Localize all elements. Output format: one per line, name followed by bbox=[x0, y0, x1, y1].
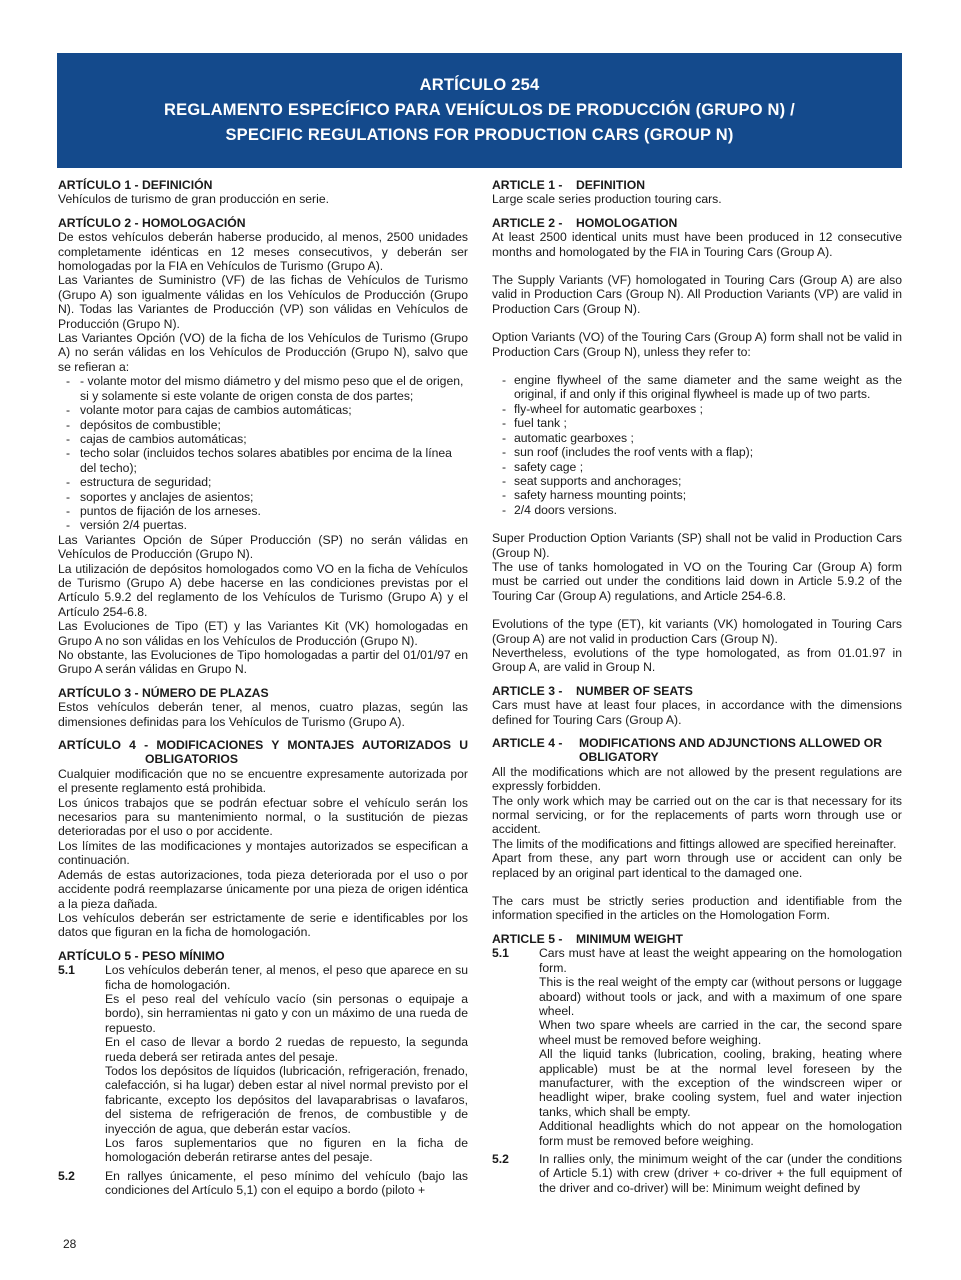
clause-para: Los faros suplementarios que no figuren en la ficha de homologación deberán retirarse antes del pesaje. bbox=[105, 1136, 468, 1165]
list-item: - - volante motor del mismo diámetro y del mismo peso que el de origen, si y solamente si este volante de origen consta de dos partes; bbox=[58, 374, 468, 403]
clause-para: When two spare wheels are carried in the car, the second spare wheel must be removed before weighing. bbox=[539, 1018, 902, 1047]
list-item: - techo solar (incluidos techos solares abatibles por encima de la línea del techo); bbox=[58, 446, 468, 475]
clause-number: 5.1 bbox=[492, 946, 509, 961]
clause-para: Additional headlights which do not appear on the homologation form must be removed before weighing. bbox=[539, 1119, 902, 1148]
banner-article-number: ARTÍCULO 254 bbox=[419, 76, 540, 94]
es-article1-heading: ARTÍCULO 1 - DEFINICIÓN bbox=[58, 178, 213, 192]
en-article2-para: Option Variants (VO) of the Touring Cars (Group A) form shall not be valid in Production Cars (Group N), unless they refer to: bbox=[492, 330, 902, 359]
en-article2-heading: ARTICLE 2 - HOMOLOGATION bbox=[492, 215, 678, 230]
list-item: - seat supports and anchorages; bbox=[492, 474, 902, 488]
es-article2-para: Las Variantes Opción de Súper Producción (SP) no serán válidas en Vehículos de Producción (Grupo N). bbox=[58, 532, 468, 562]
title-banner bbox=[57, 53, 902, 168]
es-article2-para: La utilización de depósitos homologados como VO en la ficha de Vehículos de Turismo (Grupo A) debe hacerse en las condiciones previstas por el Artículo 5.9.2 del reglamento de los Vehículos de Turismo (Grupo A) y el Artículo 254-6.8. bbox=[58, 561, 468, 619]
en-article1-text: Large scale series production touring cars. bbox=[492, 192, 722, 207]
es-article4-heading: ARTÍCULO 4 - MODIFICACIONES Y MONTAJES AUTORIZADOS U OBLIGATORIOS bbox=[58, 738, 468, 767]
en-article5-heading: ARTICLE 5 - MINIMUM WEIGHT bbox=[492, 931, 683, 946]
english-column bbox=[492, 178, 902, 1195]
es-article2-para: No obstante, las Evoluciones de Tipo homologadas a partir del 01/01/97 en Grupo A serán válidas en Grupo N. bbox=[58, 648, 468, 677]
es-article2-para: Las Variantes de Suministro (VF) de las fichas de Vehículos de Turismo (Grupo A) son igualmente válidas en los Vehículos de Producción (Grupo N). Todas las Variantes de Producción (VP) son válidas en Vehículos de Producción (Grupo N). bbox=[58, 273, 468, 331]
spanish-column bbox=[58, 178, 468, 1198]
es-article2-heading: ARTÍCULO 2 - HOMOLOGACIÓN bbox=[58, 215, 246, 230]
clause-para: Los vehículos deberán tener, al menos, el peso que aparece en su ficha de homologación. bbox=[105, 963, 468, 992]
list-item: - engine flywheel of the same diameter and the same weight as the original, if and only if this original flywheel is made up of two parts. bbox=[492, 373, 902, 402]
banner-title-es: REGLAMENTO ESPECÍFICO PARA VEHÍCULOS DE PRODUCCIÓN (GRUPO N) / bbox=[164, 101, 795, 119]
en-article3-heading: ARTICLE 3 - NUMBER OF SEATS bbox=[492, 683, 693, 698]
es-clause-5-2 bbox=[58, 1169, 468, 1198]
list-item: - versión 2/4 puertas. bbox=[58, 518, 468, 532]
list-item: - cajas de cambios automáticas; bbox=[58, 432, 468, 446]
page-number: 28 bbox=[63, 1237, 77, 1251]
list-item: - volante motor para cajas de cambios automáticas; bbox=[58, 403, 468, 417]
es-article2-para: Las Variantes Opción (VO) de la ficha de los Vehículos de Turismo (Grupo A) no serán válidas en los Vehículos de Producción (Grupo N), salvo que se refieran a: bbox=[58, 331, 468, 374]
list-item: - sun roof (includes the roof vents with a flap); bbox=[492, 445, 902, 459]
es-article4-para: Los límites de las modificaciones y montajes autorizados se especifican a continuación. bbox=[58, 838, 468, 868]
en-article2-para: The use of tanks homologated in VO on the Touring Car (Group A) form must be carried out under the conditions laid down in Article 5.9.2 of the Touring Car (Group A) regulations, and Article 254-6.8. bbox=[492, 559, 902, 603]
clause-para: En el caso de llevar a bordo 2 ruedas de repuesto, la segunda rueda deberá ser retirada antes del pesaje. bbox=[105, 1035, 468, 1064]
clause-body: En rallyes únicamente, el peso mínimo del vehículo (bajo las condiciones del Artículo 5,1) con el equipo a bordo (piloto + bbox=[105, 1168, 468, 1198]
clause-para: Es el peso real del vehículo vacío (sin personas o equipaje a bordo), sin herramientas ni gato y con un máximo de una rueda de repuesto. bbox=[105, 991, 468, 1035]
en-article4-para: The cars must be strictly series production and identifiable from the information specified in the articles on the Homologation Form. bbox=[492, 894, 902, 923]
es-article5-heading: ARTÍCULO 5 - PESO MÍNIMO bbox=[58, 948, 225, 963]
es-clause-5-1 bbox=[58, 963, 468, 1165]
en-article3-text: Cars must have at least four places, in accordance with the dimensions defined for Touring Cars (Group A). bbox=[492, 698, 902, 727]
clause-body: In rallies only, the minimum weight of the car (under the conditions of Article 5.1) with crew (driver + co-driver + the full equipment of the driver and co-driver) will be: Minimum weight defined by bbox=[539, 1151, 902, 1195]
es-article3-heading: ARTÍCULO 3 - NÚMERO DE PLAZAS bbox=[58, 685, 269, 700]
en-article2-para: Evolutions of the type (ET), kit variants (VK) homologated in Touring Cars (Group A) are not valid in production Cars (Group N). bbox=[492, 617, 902, 646]
en-article4-para: The limits of the modifications and fittings allowed are specified hereinafter. bbox=[492, 836, 897, 851]
en-option-list bbox=[492, 373, 902, 517]
en-article2-para: Nevertheless, evolutions of the type homologated, as from 01.01.97 in Group A, are valid in Group N. bbox=[492, 645, 902, 675]
list-item: - fly-wheel for automatic gearboxes ; bbox=[492, 402, 902, 416]
es-article4-para: Los únicos trabajos que se podrán efectuar sobre el vehículo serán los necesarios para su mantenimiento normal, o la sustitución de piezas deterioradas por el uso o por accidente. bbox=[58, 795, 468, 839]
banner-title-en: SPECIFIC REGULATIONS FOR PRODUCTION CARS (GROUP N) bbox=[225, 126, 734, 144]
clause-number: 5.2 bbox=[492, 1151, 509, 1166]
list-item: - automatic gearboxes ; bbox=[492, 431, 902, 445]
en-article4-heading bbox=[492, 736, 902, 765]
es-article2-para: Las Evoluciones de Tipo (ET) y las Variantes Kit (VK) homologadas en Grupo A no son válidas en los Vehículos de Producción (Grupo N). bbox=[58, 619, 468, 648]
en-article2-para: At least 2500 identical units must have been produced in 12 consecutive months and homologated by the FIA in Touring Cars (Group A). bbox=[492, 230, 902, 259]
list-item: - depósitos de combustible; bbox=[58, 418, 468, 432]
es-article1-text: Vehículos de turismo de gran producción en serie. bbox=[58, 192, 329, 207]
clause-body bbox=[539, 946, 902, 1148]
list-item: - soportes y anclajes de asientos; bbox=[58, 490, 468, 504]
es-option-list bbox=[58, 374, 468, 532]
es-article2-para: De estos vehículos deberán haberse producido, al menos, 2500 unidades completamente idénticas en 12 meses consecutivos, y deberán ser homologadas por la FIA en Vehículos de Turismo (Grupo A). bbox=[58, 230, 468, 274]
clause-number: 5.2 bbox=[58, 1168, 75, 1183]
clause-para: Todos los depósitos de líquidos (lubricación, refrigeración, frenado, calefacción, si ha lugar) deben estar al nivel normal previsto por el fabricante, excepto los depósitos del lavaparabrisas o lavafaros, del sistema de refrigeración de frenos, de combustible y de inyección de agua, que deberán estar vacíos. bbox=[105, 1063, 468, 1136]
es-article4-para: Además de estas autorizaciones, toda pieza deteriorada por el uso o por accidente podrá reemplazarse únicamente por una pieza de origen idéntica a la pieza dañada. bbox=[58, 867, 468, 911]
clause-number: 5.1 bbox=[58, 963, 75, 978]
list-item: - estructura de seguridad; bbox=[58, 475, 468, 489]
clause-body bbox=[105, 963, 468, 1165]
list-item: - puntos de fijación de los arneses. bbox=[58, 504, 468, 518]
list-item: - 2/4 doors versions. bbox=[492, 503, 902, 517]
list-item: - safety cage ; bbox=[492, 460, 902, 474]
clause-para: All the liquid tanks (lubrication, cooling, braking, heating where applicable) must be at the normal level foreseen by the manufacturer, with the exception of the windscreen wiper or headlight wiper, brake cooling system, fuel and water injection tanks, which shall be empty. bbox=[539, 1047, 902, 1119]
list-item: - fuel tank ; bbox=[492, 416, 902, 430]
en-article2-para: The Supply Variants (VF) homologated in Touring Cars (Group A) are also valid in Production Cars (Group N). All Production Variants (VP) are valid in Production Cars (Group N). bbox=[492, 273, 902, 316]
list-item: - safety harness mounting points; bbox=[492, 488, 902, 502]
en-article4-para: All the modifications which are not allowed by the present regulations are expressly forbidden. bbox=[492, 764, 902, 794]
en-article1-heading: ARTICLE 1 - DEFINITION bbox=[492, 178, 646, 192]
clause-para: This is the real weight of the empty car (without persons or luggage aboard) without tools or jack, and with a maximum of one spare wheel. bbox=[539, 975, 902, 1018]
article-label: ARTICLE 4 - bbox=[492, 736, 563, 750]
es-article4-para: Cualquier modificación que no se encuentre expresamente autorizada por el presente reglamento está prohibida. bbox=[58, 766, 468, 796]
es-article4-para: Los vehículos deberán ser estrictamente de serie e identificables por los datos que figuran en la ficha de homologación. bbox=[58, 910, 468, 940]
article-title: MODIFICATIONS AND ADJUNCTIONS ALLOWED OR OBLIGATORY bbox=[579, 736, 883, 765]
en-article2-para: Super Production Option Variants (SP) shall not be valid in Production Cars (Group N). bbox=[492, 531, 902, 560]
en-clause-5-2 bbox=[492, 1152, 902, 1195]
clause-para: Cars must have at least the weight appearing on the homologation form. bbox=[539, 946, 902, 975]
en-article4-para: The only work which may be carried out on the car is that necessary for its normal servicing, or for the replacements of parts worn through use or accident. bbox=[492, 793, 902, 837]
en-clause-5-1 bbox=[492, 946, 902, 1148]
es-article3-text: Estos vehículos deberán tener, al menos, cuatro plazas, según las dimensiones definidas para los Vehículos de Turismo (Grupo A). bbox=[58, 700, 468, 729]
en-article4-para: Apart from these, any part worn through use or accident can only be replaced by an original part identical to the damaged one. bbox=[492, 851, 902, 880]
